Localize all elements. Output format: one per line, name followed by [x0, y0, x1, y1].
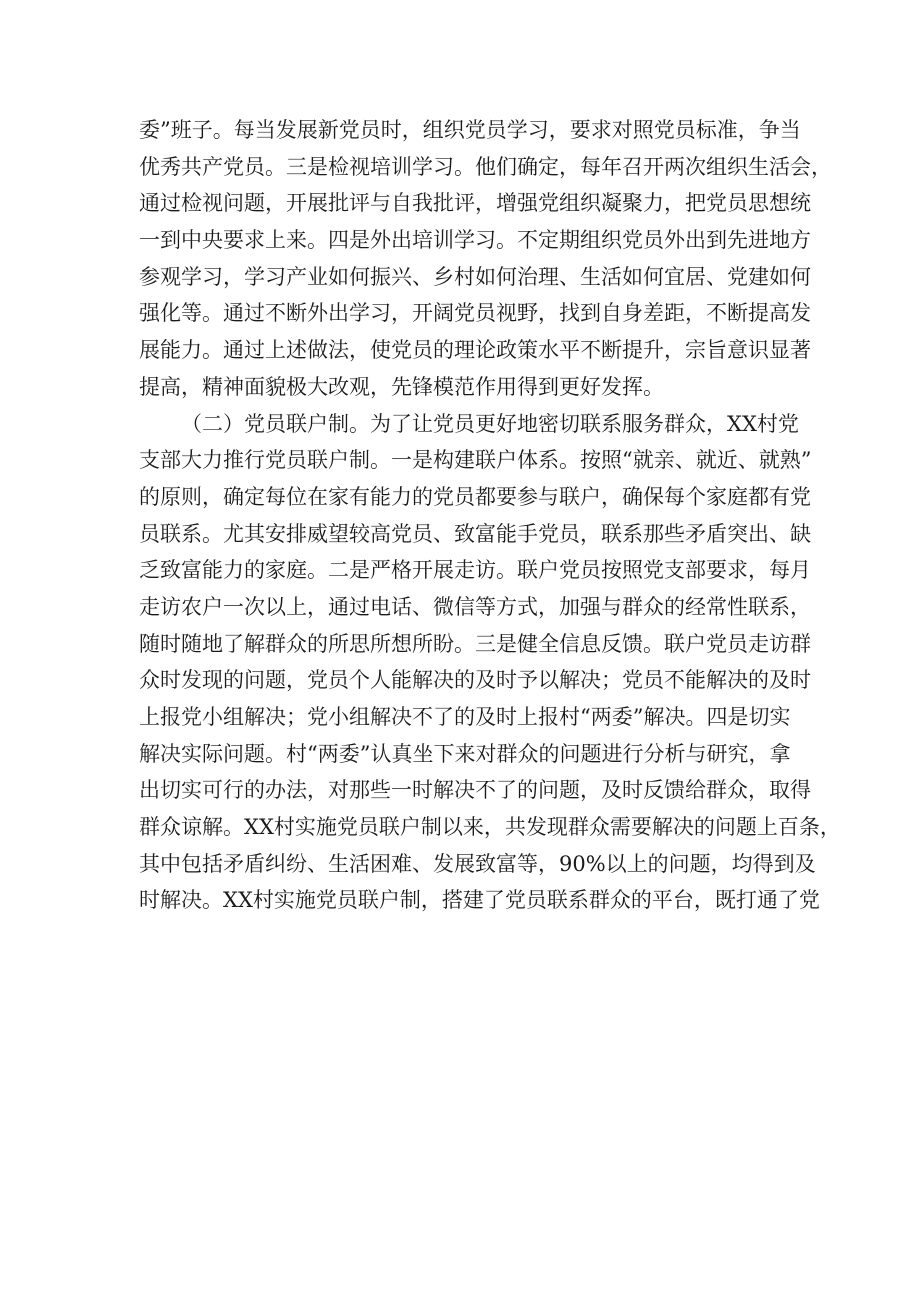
paragraph-2: [139, 406, 841, 920]
text-line: 群众谅解。XX村实施党员联户制以来，共发现群众需要解决的问题上百条，: [139, 815, 841, 840]
text-line: 众时发现的问题，党员个人能解决的及时予以解决；党员不能解决的及时: [139, 668, 811, 693]
text-line: 委”班子。每当发展新党员时，组织党员学习，要求对照党员标准，争当: [139, 118, 801, 142]
text-line: 提高，精神面貌极大改观，先锋模范作用得到更好发挥。: [139, 374, 664, 399]
paragraph-1: [139, 112, 832, 406]
text-line: 一到中央要求上来。四是外出培训学习。不定期组织党员外出到先进地方: [139, 228, 811, 253]
text-line: 支部大力推行党员联户制。一是构建联户体系。按照“就亲、就近、就熟”: [139, 448, 812, 473]
text-line: 时解决。XX村实施党员联户制，搭建了党员联系群众的平台，既打通了党: [139, 888, 820, 913]
text-line: （二）党员联户制。为了让党员更好地密切联系服务群众，XX村党: [181, 411, 799, 436]
text-line: 乏致富能力的家庭。二是严格开展走访。联户党员按照党支部要求，每月: [139, 558, 811, 583]
text-line: 通过检视问题，开展批评与自我批评，增强党组织凝聚力，把党员思想统: [139, 191, 811, 216]
text-line: 其中包括矛盾纠纷、生活困难、发展致富等，90%以上的问题，均得到及: [139, 851, 816, 876]
body-text: [139, 112, 841, 919]
text-line: 解决实际问题。村“两委”认真坐下来对群众的问题进行分析与研究，拿: [139, 741, 791, 766]
text-line: 上报党小组解决；党小组解决不了的及时上报村“两委”解决。四是切实: [139, 705, 791, 729]
text-line: 的原则，确定每位在家有能力的党员都要参与联户，确保每个家庭都有党: [139, 484, 811, 509]
text-line: 随时随地了解群众的所思所想所盼。三是健全信息反馈。联户党员走访群: [139, 631, 811, 656]
text-line: 参观学习，学习产业如何振兴、乡村如何治理、生活如何宜居、党建如何: [139, 264, 811, 289]
text-line: 强化等。通过不断外出学习，开阔党员视野，找到自身差距，不断提高发: [139, 301, 811, 326]
text-line: 展能力。通过上述做法，使党员的理论政策水平不断提升，宗旨意识显著: [139, 338, 811, 363]
text-line: 走访农户一次以上，通过电话、微信等方式，加强与群众的经常性联系，: [139, 594, 811, 619]
text-line: 出切实可行的办法，对那些一时解决不了的问题，及时反馈给群众，取得: [139, 778, 811, 803]
text-line: 员联系。尤其安排威望较高党员、致富能手党员，联系那些矛盾突出、缺: [139, 521, 811, 546]
text-line: 优秀共产党员。三是检视培训学习。他们确定，每年召开两次组织生活会，: [139, 154, 832, 179]
